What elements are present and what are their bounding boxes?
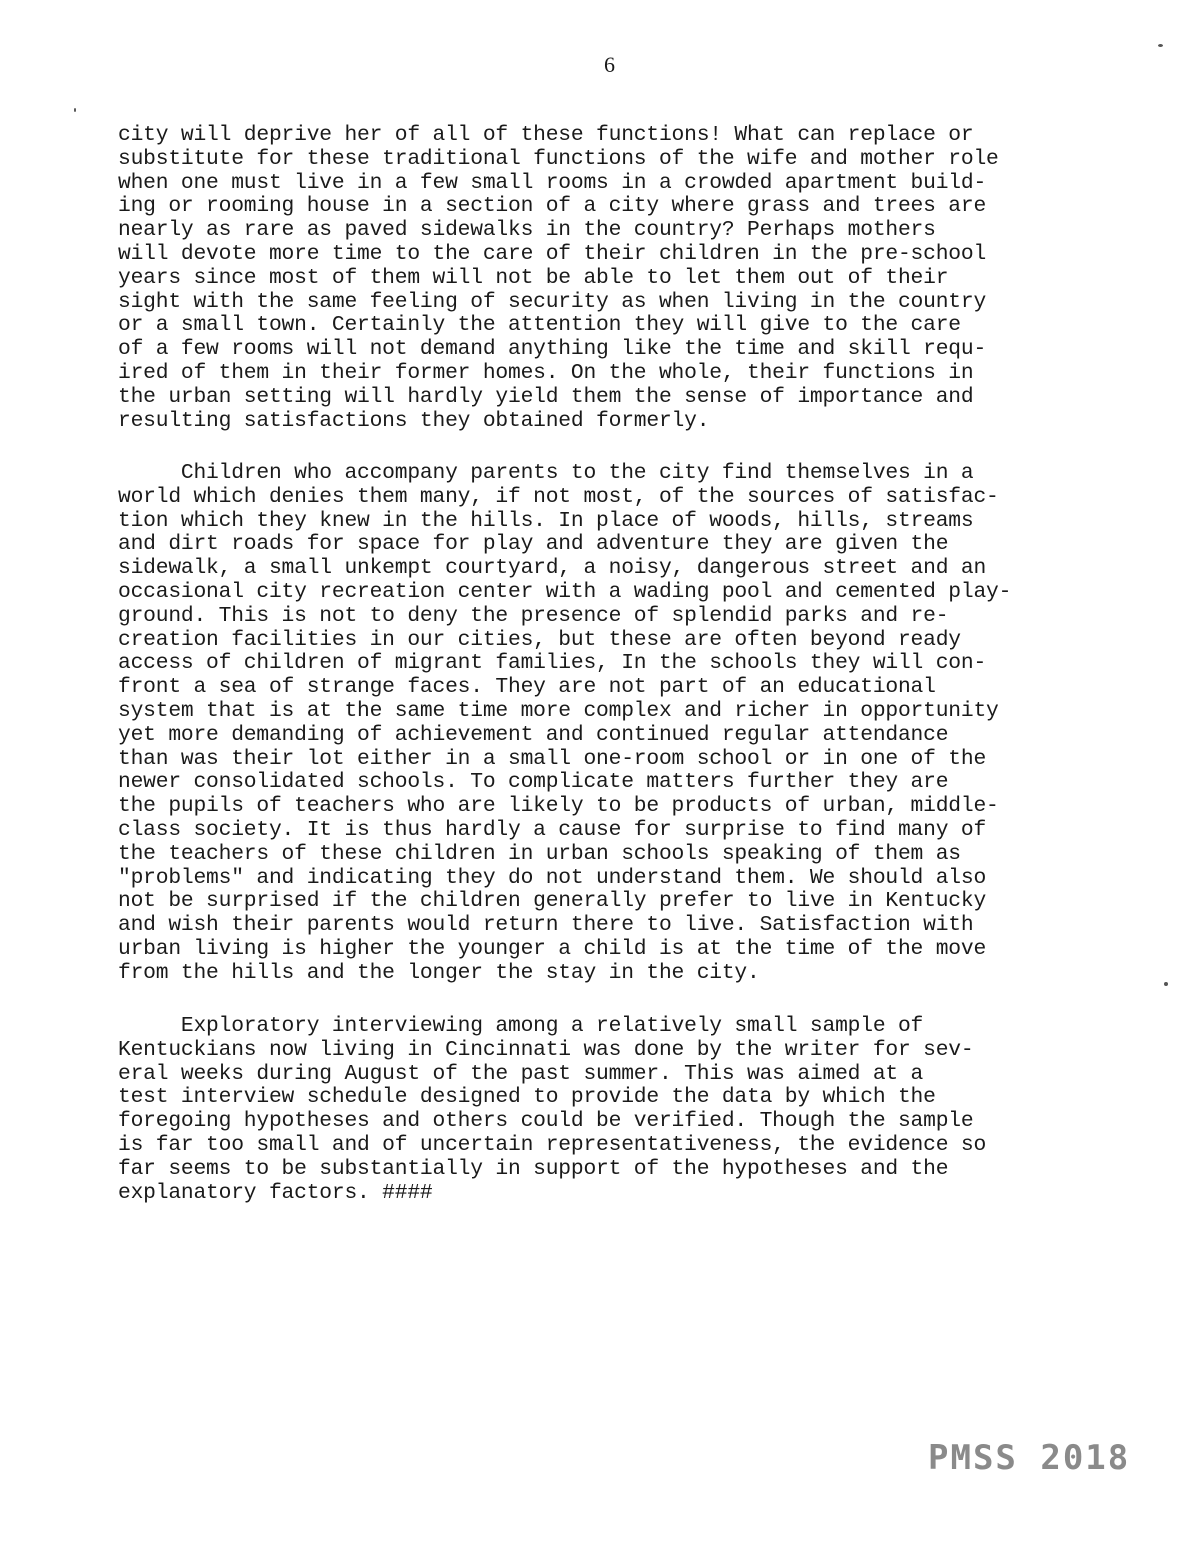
paragraph-wife-mother-role bbox=[118, 124, 1133, 433]
text-line: access of children of migrant families, In the schools they will con- bbox=[118, 651, 987, 676]
text-line: of a few rooms will not demand anything like the time and skill requ- bbox=[118, 337, 987, 362]
text-line: world which denies them many, if not most, of the sources of satisfac- bbox=[118, 484, 999, 509]
text-line: Kentuckians now living in Cincinnati was done by the writer for sev- bbox=[118, 1037, 974, 1062]
text-line: ground. This is not to deny the presence of splendid parks and re- bbox=[118, 603, 949, 628]
text-line: the urban setting will hardly yield them the sense of importance and bbox=[118, 384, 974, 409]
text-line: ing or rooming house in a section of a city where grass and trees are bbox=[118, 194, 987, 219]
text-line: far seems to be substantially in support of the hypotheses and the bbox=[118, 1156, 949, 1181]
text-line: the pupils of teachers who are likely to be products of urban, middle- bbox=[118, 794, 999, 819]
paragraph-children-in-city bbox=[118, 462, 1133, 986]
text-line: from the hills and the longer the stay in the city. bbox=[118, 960, 760, 985]
text-line: will devote more time to the care of their children in the pre-school bbox=[118, 241, 987, 266]
text-line: city will deprive her of all of these functions! What can replace or bbox=[118, 123, 974, 147]
text-line: than was their lot either in a small one-room school or in one of the bbox=[118, 746, 987, 771]
margin-speck bbox=[1158, 44, 1163, 47]
text-line: when one must live in a few small rooms in a crowded apartment build- bbox=[118, 170, 987, 195]
text-line: years since most of them will not be able to let them out of their bbox=[118, 265, 949, 290]
text-line: is far too small and of uncertain representativeness, the evidence so bbox=[118, 1132, 987, 1157]
text-line: test interview schedule designed to provide the data by which the bbox=[118, 1085, 936, 1110]
text-line: sidewalk, a small unkempt courtyard, a noisy, dangerous street and an bbox=[118, 556, 987, 581]
page-number: 6 bbox=[604, 52, 615, 77]
text-line: explanatory factors. #### bbox=[118, 1180, 433, 1205]
text-line: ired of them in their former homes. On the whole, their functions in bbox=[118, 360, 974, 385]
paragraph-exploratory-interviewing bbox=[118, 1015, 1133, 1205]
text-line: occasional city recreation center with a wading pool and cemented play- bbox=[118, 579, 1012, 604]
text-line: not be surprised if the children generally prefer to live in Kentucky bbox=[118, 889, 987, 914]
text-line: and wish their parents would return there to live. Satisfaction with bbox=[118, 913, 974, 938]
text-line: or a small town. Certainly the attention they will give to the care bbox=[118, 313, 961, 338]
text-line: class society. It is thus hardly a cause for surprise to find many of bbox=[118, 817, 987, 842]
text-line: foregoing hypotheses and others could be verified. Though the sample bbox=[118, 1109, 974, 1134]
text-line: system that is at the same time more complex and richer in opportunity bbox=[118, 698, 999, 723]
text-line: resulting satisfactions they obtained formerly. bbox=[118, 408, 710, 433]
text-line: tion which they knew in the hills. In place of woods, hills, streams bbox=[118, 508, 974, 533]
text-line: Exploratory interviewing among a relatively small sample of bbox=[118, 1014, 924, 1038]
text-line: creation facilities in our cities, but these are often beyond ready bbox=[118, 627, 961, 652]
text-line: substitute for these traditional functions of the wife and mother role bbox=[118, 146, 999, 171]
text-line: "problems" and indicating they do not understand them. We should also bbox=[118, 865, 987, 890]
text-line: urban living is higher the younger a child is at the time of the move bbox=[118, 936, 987, 961]
text-line: sight with the same feeling of security as when living in the country bbox=[118, 289, 987, 314]
margin-speck bbox=[74, 108, 76, 112]
text-line: and dirt roads for space for play and adventure they are given the bbox=[118, 532, 949, 557]
text-line: eral weeks during August of the past summer. This was aimed at a bbox=[118, 1061, 924, 1086]
text-line: the teachers of these children in urban schools speaking of them as bbox=[118, 841, 961, 866]
text-line: yet more demanding of achievement and continued regular attendance bbox=[118, 722, 949, 747]
archive-stamp: PMSS 2018 bbox=[928, 1438, 1131, 1478]
text-line: Children who accompany parents to the city find themselves in a bbox=[118, 461, 974, 485]
text-line: newer consolidated schools. To complicate matters further they are bbox=[118, 770, 949, 795]
text-line: front a sea of strange faces. They are not part of an educational bbox=[118, 675, 936, 700]
margin-speck bbox=[1164, 982, 1168, 986]
text-line: nearly as rare as paved sidewalks in the country? Perhaps mothers bbox=[118, 218, 936, 243]
